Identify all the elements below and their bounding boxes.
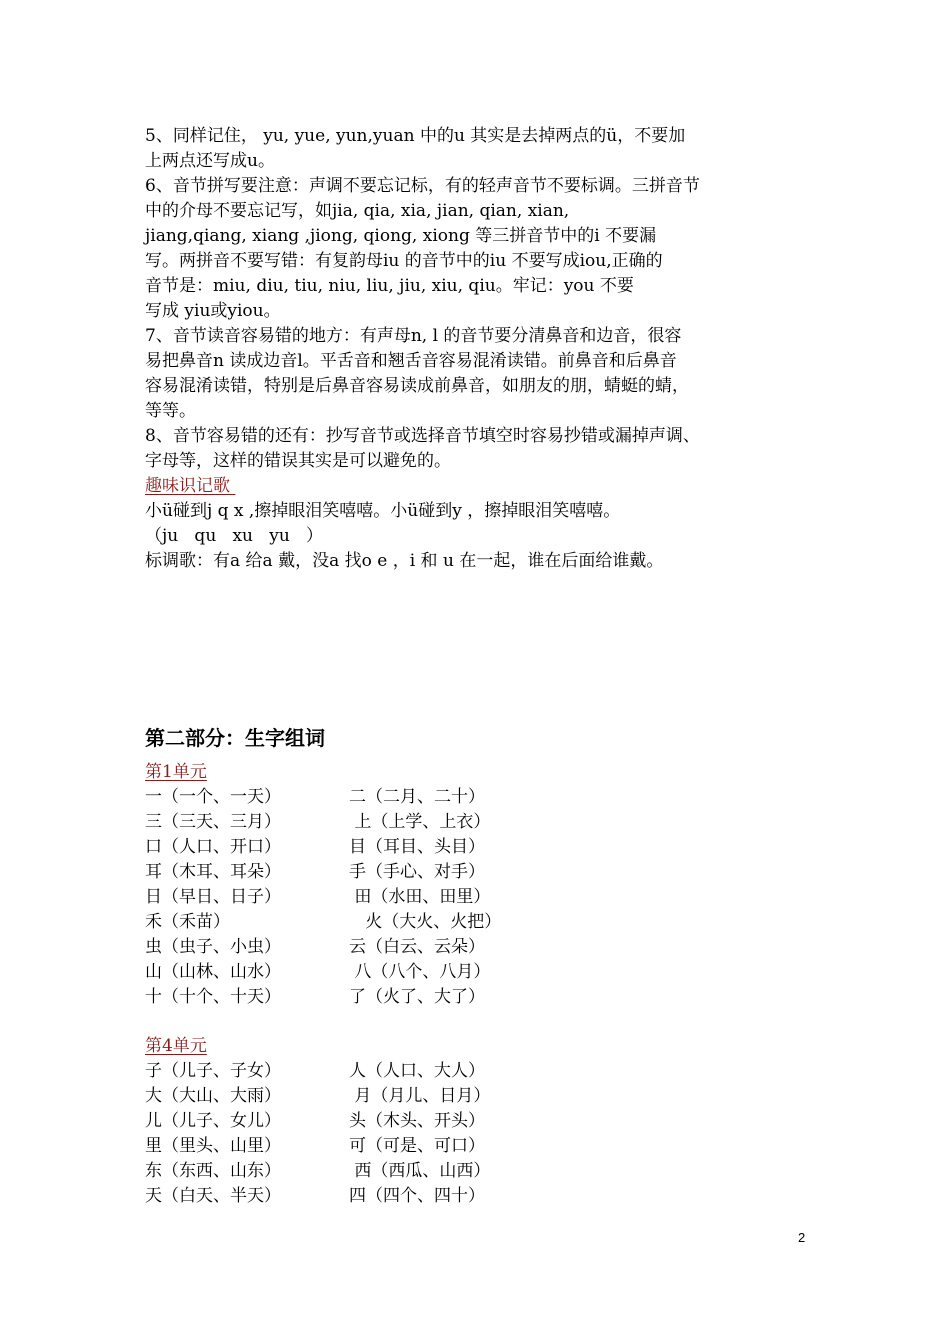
paragraph-line: jiang,qiang, xiang ,jiong, qiong, xiong 等三拼音节中的i 不要漏 bbox=[145, 226, 657, 246]
word-entry: 耳（木耳、耳朵） bbox=[145, 862, 281, 882]
word-row bbox=[145, 860, 501, 885]
unit-4-title-link[interactable]: 第4单元 bbox=[145, 1036, 207, 1056]
paragraph-line: 上两点还写成u。 bbox=[145, 151, 275, 171]
word-row bbox=[145, 935, 501, 960]
word-row bbox=[145, 785, 501, 810]
word-row bbox=[145, 835, 501, 860]
word-entry: 可（可是、可口） bbox=[349, 1136, 485, 1156]
word-row bbox=[145, 960, 501, 985]
word-entry: 一（一个、一天） bbox=[145, 787, 281, 807]
paragraph-line: 5、同样记住， yu, yue, yun,yuan 中的u 其实是去掉两点的ü，不要加 bbox=[145, 126, 686, 146]
word-entry: 子（儿子、子女） bbox=[145, 1061, 281, 1081]
song-line: （ju qu xu yu ） bbox=[145, 526, 323, 546]
word-entry: 头（木头、开头） bbox=[349, 1111, 485, 1131]
word-row bbox=[145, 810, 501, 835]
word-row bbox=[145, 1184, 490, 1209]
word-entry: 二（二月、二十） bbox=[349, 787, 485, 807]
word-entry: 手（手心、对手） bbox=[349, 862, 485, 882]
word-entry: 上（上学、上衣） bbox=[349, 812, 491, 832]
paragraph-line: 8、音节容易错的还有：抄写音节或选择音节填空时容易抄错或漏掉声调、 bbox=[145, 426, 700, 446]
word-row bbox=[145, 885, 501, 910]
word-entry: 虫（虫子、小虫） bbox=[145, 937, 281, 957]
word-row bbox=[145, 1059, 490, 1084]
word-entry: 八（八个、八月） bbox=[349, 962, 491, 982]
word-entry: 云（白云、云朵） bbox=[349, 937, 485, 957]
word-entry: 儿（儿子、女儿） bbox=[145, 1111, 281, 1131]
word-entry: 大（大山、大雨） bbox=[145, 1086, 281, 1106]
word-entry: 月（月儿、日月） bbox=[349, 1086, 491, 1106]
word-entry: 东（东西、山东） bbox=[145, 1161, 281, 1181]
song-line: 小ü碰到j q x ,擦掉眼泪笑嘻嘻。小ü碰到y ，擦掉眼泪笑嘻嘻。 bbox=[145, 501, 621, 521]
paragraph-line: 写。两拼音不要写错：有复韵母iu 的音节中的iu 不要写成iou,正确的 bbox=[145, 251, 663, 271]
word-row bbox=[145, 1134, 490, 1159]
word-entry: 十（十个、十天） bbox=[145, 987, 281, 1007]
word-row bbox=[145, 1109, 490, 1134]
paragraph-line: 字母等，这样的错误其实是可以避免的。 bbox=[145, 451, 451, 471]
unit-1-title-link[interactable]: 第1单元 bbox=[145, 762, 207, 782]
song-title-link[interactable]: 趣味识记歌 bbox=[145, 476, 236, 496]
word-entry: 禾（禾苗） bbox=[145, 912, 230, 932]
word-entry: 火（大火、火把） bbox=[349, 912, 502, 932]
paragraph-line: 写成 yiu或yiou。 bbox=[145, 301, 281, 321]
word-entry: 三（三天、三月） bbox=[145, 812, 281, 832]
word-entry: 目（耳目、头目） bbox=[349, 837, 485, 857]
word-entry: 西（西瓜、山西） bbox=[349, 1161, 491, 1181]
song-line: 标调歌：有a 给a 戴，没a 找o e ，i 和 u 在一起，谁在后面给谁戴。 bbox=[145, 551, 664, 571]
word-row bbox=[145, 1084, 490, 1109]
word-row bbox=[145, 910, 501, 935]
word-row bbox=[145, 1159, 490, 1184]
word-entry: 山（山林、山水） bbox=[145, 962, 281, 982]
word-entry: 人（人口、大人） bbox=[349, 1061, 485, 1081]
word-entry: 口（人口、开口） bbox=[145, 837, 281, 857]
paragraph-line: 7、音节读音容易错的地方：有声母n, l 的音节要分清鼻音和边音，很容 bbox=[145, 326, 682, 346]
paragraph-line: 等等。 bbox=[145, 401, 196, 421]
word-entry: 四（四个、四十） bbox=[349, 1186, 485, 1206]
page-number: 2 bbox=[798, 1230, 806, 1245]
paragraph-line: 易把鼻音n 读成边音l。平舌音和翘舌音容易混淆读错。前鼻音和后鼻音 bbox=[145, 351, 677, 371]
word-entry: 田（水田、田里） bbox=[349, 887, 491, 907]
paragraph-line: 容易混淆读错，特别是后鼻音容易读成前鼻音，如朋友的朋，蜻蜓的蜻， bbox=[145, 376, 689, 396]
paragraph-line: 中的介母不要忘记写，如jia, qia, xia, jian, qian, xian, bbox=[145, 201, 570, 221]
word-row bbox=[145, 985, 501, 1010]
word-entry: 了（火了、大了） bbox=[349, 987, 485, 1007]
unit-4-block bbox=[145, 1034, 490, 1209]
pinyin-notes bbox=[145, 124, 815, 574]
unit-1-block bbox=[145, 760, 501, 1010]
word-entry: 日（早日、日子） bbox=[145, 887, 281, 907]
word-entry: 天（白天、半天） bbox=[145, 1186, 281, 1206]
paragraph-line: 音节是：miu, diu, tiu, niu, liu, jiu, xiu, qiu。牢记：you 不要 bbox=[145, 276, 634, 296]
word-entry: 里（里头、山里） bbox=[145, 1136, 281, 1156]
paragraph-line: 6、音节拼写要注意：声调不要忘记标，有的轻声音节不要标调。三拼音节 bbox=[145, 176, 700, 196]
section-title: 第二部分：生字组词 bbox=[145, 726, 325, 750]
